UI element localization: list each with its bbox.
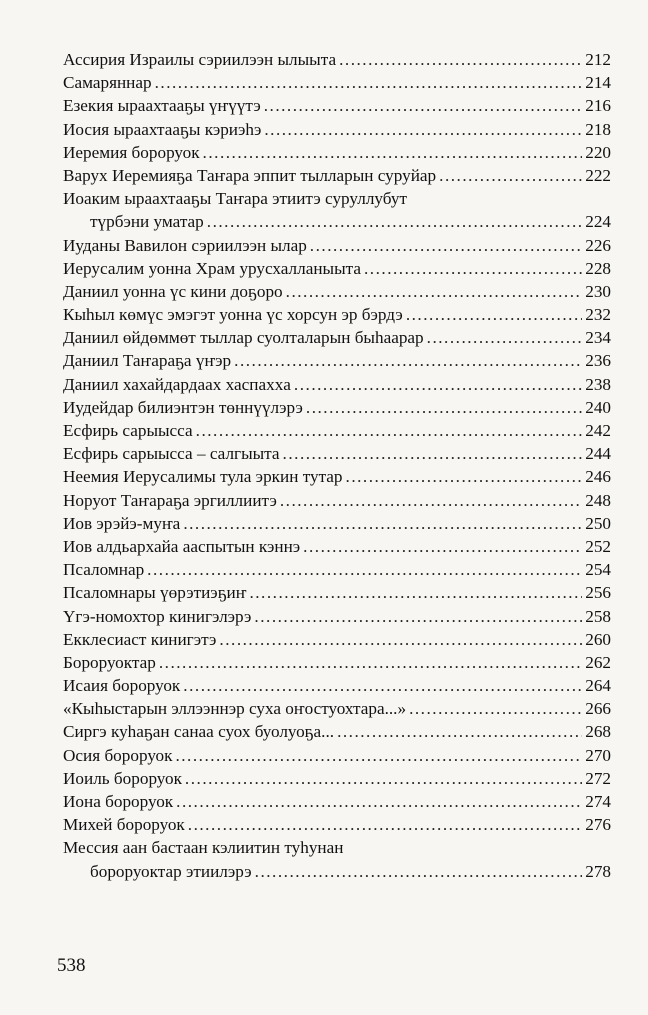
dot-leader [255, 860, 583, 883]
toc-entry [63, 303, 611, 326]
toc-entry-title: Варух Иеремияҕа Таҥара эппит тылларын суруйар [63, 165, 437, 185]
dot-leader [286, 280, 583, 303]
toc-entry-title: Даниил өйдөммөт тыллар суолталарын быһаарар [63, 328, 424, 348]
dot-leader [175, 744, 582, 767]
dot-leader [337, 720, 582, 743]
dot-leader [339, 48, 582, 71]
toc-entry-page: 248 [585, 490, 611, 510]
dot-leader [196, 419, 583, 442]
toc-entry [63, 720, 611, 743]
toc-entry [63, 257, 611, 280]
toc-entry-title: Иов алдьархайа ааспытын кэннэ [63, 536, 301, 556]
dot-leader [303, 535, 582, 558]
toc-entry-title: Осия бороруок [63, 745, 173, 765]
table-of-contents [63, 48, 611, 883]
toc-entry [63, 465, 611, 488]
dot-leader [183, 674, 582, 697]
toc-entry-title: Езекия ыраахтааҕы үҥүүтэ [63, 96, 261, 116]
dot-leader [203, 141, 583, 164]
toc-entry [63, 605, 611, 628]
toc-entry-page: 278 [585, 861, 611, 881]
dot-leader [364, 257, 582, 280]
toc-entry-page: 276 [585, 815, 611, 835]
toc-entry [63, 118, 611, 141]
toc-entry [63, 836, 611, 882]
dot-leader [207, 210, 582, 233]
toc-entry-title: Иуданы Вавилон сэриилээн ылар [63, 235, 307, 255]
toc-entry [63, 674, 611, 697]
toc-entry-title: Есфирь сарыысса – салгыыта [63, 444, 280, 464]
toc-entry [63, 48, 611, 71]
toc-entry-page: 268 [585, 722, 611, 742]
toc-entry-page: 260 [585, 629, 611, 649]
toc-entry [63, 71, 611, 94]
toc-entry-title: Самаряннар [63, 73, 152, 93]
toc-entry [63, 813, 611, 836]
dot-leader [183, 512, 582, 535]
toc-entry-title-line2: түрбэни уматар [90, 212, 204, 232]
toc-entry-page: 228 [585, 258, 611, 278]
toc-entry-title: Иудейдар билиэнтэн төннүүлэрэ [63, 397, 303, 417]
dot-leader [310, 234, 582, 257]
toc-entry-page: 266 [585, 699, 611, 719]
toc-entry [63, 581, 611, 604]
toc-entry-page: 224 [585, 212, 611, 232]
toc-entry-page: 240 [585, 397, 611, 417]
toc-entry [63, 790, 611, 813]
toc-entry-title: Есфирь сарыысса [63, 421, 193, 441]
toc-entry-title: Кыһыл көмүс эмэгэт уонна үс хорсун эр бэрдэ [63, 305, 403, 325]
dot-leader [185, 767, 582, 790]
toc-entry-page: 242 [585, 421, 611, 441]
toc-entry-page: 222 [585, 165, 611, 185]
toc-entry-page: 236 [585, 351, 611, 371]
toc-entry-title: Иона бороруок [63, 792, 174, 812]
toc-entry [63, 373, 611, 396]
toc-entry-title-line1: Иоаким ыраахтааҕы Таҥара этиитэ суруллубут [63, 189, 407, 209]
dot-leader [406, 303, 582, 326]
toc-entry-title: Иов эрэйэ-муҥа [63, 513, 181, 533]
toc-entry [63, 141, 611, 164]
toc-entry [63, 94, 611, 117]
toc-entry-title-line2: бороруоктар этиилэрэ [90, 861, 252, 881]
dot-leader [219, 628, 582, 651]
dot-leader [249, 581, 582, 604]
toc-entry [63, 489, 611, 512]
toc-entry [63, 535, 611, 558]
dot-leader [254, 605, 582, 628]
toc-entry [63, 326, 611, 349]
toc-entry-page: 226 [585, 235, 611, 255]
toc-entry-title: Ассирия Израилы сэриилээн ылыыта [63, 50, 337, 69]
toc-entry-title: Михей бороруок [63, 815, 185, 835]
dot-leader [147, 558, 582, 581]
toc-entry [63, 651, 611, 674]
toc-entry-page: 212 [585, 50, 611, 69]
toc-entry-title: Бороруоктар [63, 652, 156, 672]
toc-entry [63, 164, 611, 187]
dot-leader [264, 118, 582, 141]
toc-entry [63, 628, 611, 651]
page-number: 538 [57, 955, 86, 976]
dot-leader [283, 442, 583, 465]
toc-entry-title: Даниил уонна үс кини доҕоро [63, 281, 283, 301]
toc-entry [63, 349, 611, 372]
toc-entry-title: Исаия бороруок [63, 676, 181, 696]
toc-entry [63, 767, 611, 790]
toc-entry-title: Даниил Таҥараҕа үҥэр [63, 351, 232, 371]
toc-entry-title: Иоиль бороруок [63, 768, 182, 788]
toc-entry-page: 258 [585, 606, 611, 626]
toc-entry [63, 187, 611, 233]
toc-entry-title-line1: Мессия аан бастаан кэлиитин туһунан [63, 838, 344, 858]
dot-leader [346, 465, 583, 488]
toc-entry [63, 234, 611, 257]
toc-entry-page: 252 [585, 536, 611, 556]
toc-entry-page: 238 [585, 374, 611, 394]
dot-leader [188, 813, 582, 836]
toc-entry-page: 218 [585, 119, 611, 139]
toc-entry-page: 216 [585, 96, 611, 116]
dot-leader [306, 396, 582, 419]
toc-entry-page: 246 [585, 467, 611, 487]
toc-entry-page: 234 [585, 328, 611, 348]
toc-entry-page: 274 [585, 792, 611, 812]
toc-entry-page: 220 [585, 142, 611, 162]
toc-entry-title: Псаломнар [63, 560, 145, 580]
toc-entry-page: 230 [585, 281, 611, 301]
dot-leader [159, 651, 582, 674]
toc-entry-page: 250 [585, 513, 611, 533]
toc-entry-title: Екклесиаст кинигэтэ [63, 629, 217, 649]
toc-entry-title: Псаломнары үөрэтиэҕиҥ [63, 583, 247, 603]
toc-entry-page: 272 [585, 768, 611, 788]
toc-entry [63, 442, 611, 465]
toc-entry-page: 232 [585, 305, 611, 325]
dot-leader [155, 71, 583, 94]
toc-entry-title: «Кыһыстарын эллээннэр суха оҥостуохтара...» [63, 699, 407, 719]
toc-entry-page: 264 [585, 676, 611, 696]
toc-entry-page: 270 [585, 745, 611, 765]
dot-leader [409, 697, 582, 720]
dot-leader [280, 489, 582, 512]
toc-entry-page: 256 [585, 583, 611, 603]
toc-entry-title: Иерусалим уонна Храм урусхалланыыта [63, 258, 361, 278]
toc-entry-title: Сиргэ куһаҕан санаа суох буолуоҕа... [63, 722, 335, 742]
dot-leader [294, 373, 582, 396]
toc-entry-title: Норуот Таҥараҕа эргиллиитэ [63, 490, 277, 510]
toc-entry-title: Үгэ-номохтор кинигэлэрэ [63, 606, 252, 626]
toc-entry-page: 254 [585, 560, 611, 580]
toc-entry [63, 396, 611, 419]
toc-entry-page: 244 [585, 444, 611, 464]
toc-entry [63, 419, 611, 442]
dot-leader [439, 164, 582, 187]
toc-entry [63, 697, 611, 720]
toc-entry-title: Иосия ыраахтааҕы кэриэһэ [63, 119, 262, 139]
toc-entry [63, 744, 611, 767]
toc-entry-page: 214 [585, 73, 611, 93]
toc-entry-title: Неемия Иерусалимы тула эркин тутар [63, 467, 343, 487]
dot-leader [427, 326, 583, 349]
dot-leader [176, 790, 582, 813]
toc-entry [63, 558, 611, 581]
toc-entry-title: Иеремия бороруок [63, 142, 200, 162]
dot-leader [234, 349, 582, 372]
toc-entry [63, 280, 611, 303]
toc-entry-page: 262 [585, 652, 611, 672]
toc-entry [63, 512, 611, 535]
toc-entry-title: Даниил хахайдардаах хаспаххa [63, 374, 291, 394]
dot-leader [264, 94, 583, 117]
